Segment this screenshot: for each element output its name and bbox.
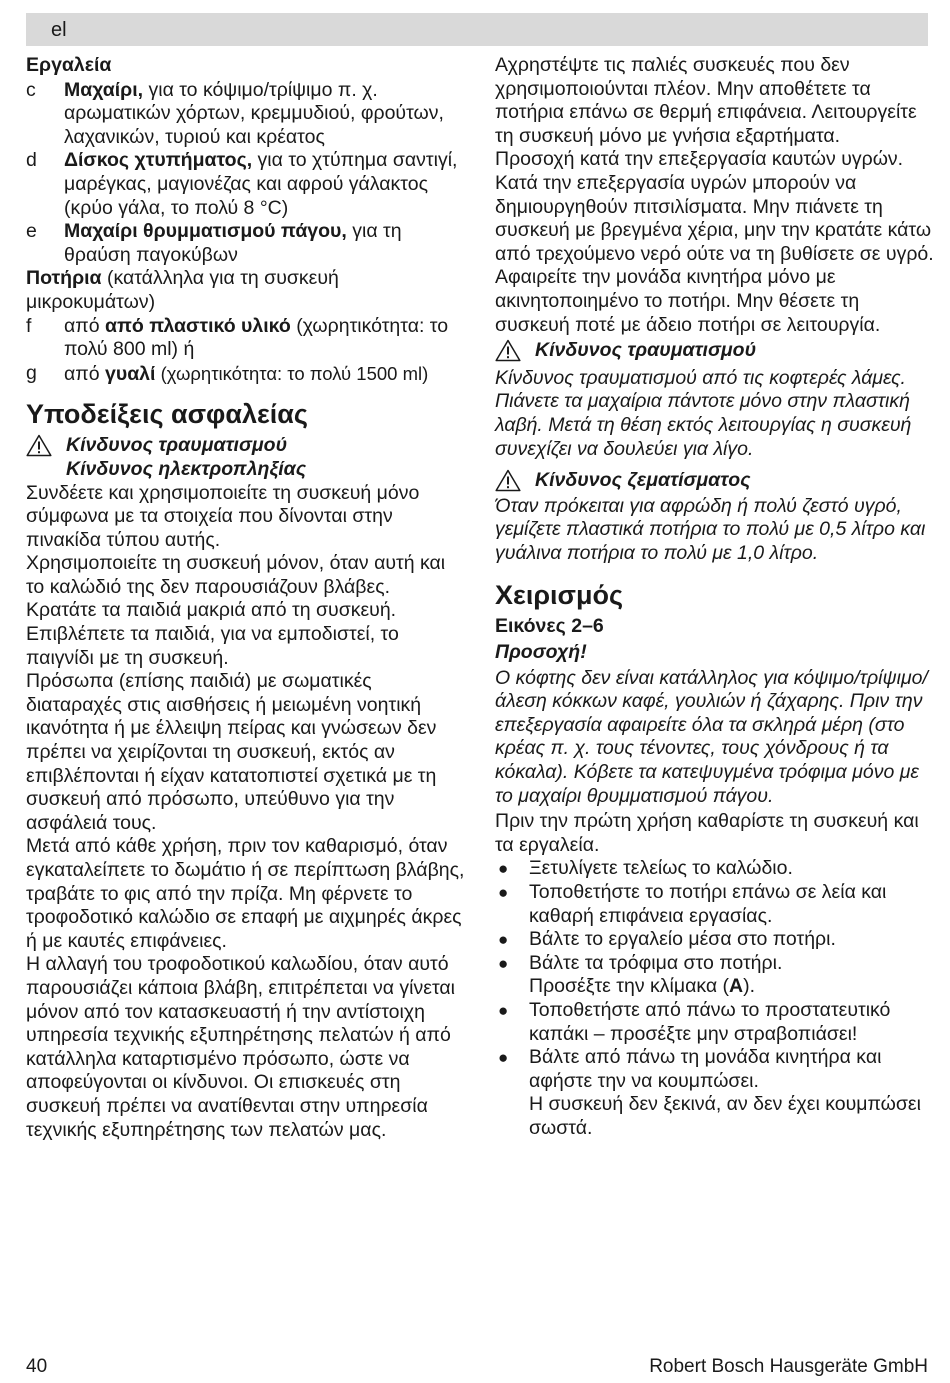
list-item-text: Τοποθετήστε το ποτήρι επάνω σε λεία και καθαρή επιφάνεια εργασίας.	[529, 881, 887, 927]
left-column	[26, 54, 466, 1142]
safety-paragraph: Κρατάτε τα παιδιά μακριά από τη συσκευή. Επιβλέπετε τα παιδιά, για να εμποδιστεί, το παιγνίδι με τη συσκευή.	[26, 599, 399, 669]
cup-material: γυαλί	[105, 362, 156, 385]
warning-triangle-icon	[495, 339, 521, 362]
safety-paragraph: Προσοχή κατά την επεξεργασία καυτών υγρών. Κατά την επεξεργασία υγρών μπορούν να δημιουργηθούν πιτσιλίσματα. Μην πιάνετε τη συσκευή με βρεγμένα χέρια, μην την κρατάτε κάτω από τρεχούμενο νερό ούτε να τη βυθίσετε σε υγρό. Αφαιρείτε την μονάδα κινητήρα μόνο με ακινητοποιημένο το ποτήρι. Μην θέσετε τη συσκευή ποτέ με άδειο ποτήρι σε λειτουργία.	[495, 148, 934, 336]
list-item	[495, 952, 935, 999]
safety-paragraph: Η αλλαγή του τροφοδοτικού καλωδίου, όταν αυτό παρουσιάζει κάποια βλάβη, επιτρέπεται να γίνεται μόνον από τον κατασκευαστή ή την αντίστοιχη υπηρεσία τεχνικής εξυπηρέτησης πελατών ή από κατάλληλα καταρτισμένο πρόσωπο, ώστε να αποφεύγονται οι κίνδυνοι. Οι επισκευές στη συσκευή πρέπει να ανατίθενται στην υπηρεσία τεχνικής εξυπηρέτησης των πελατών μας.	[26, 953, 455, 1141]
bullet-icon	[495, 928, 529, 952]
operation-intro: Πριν την πρώτη χρήση καθαρίστε τη συσκευή και τα εργαλεία.	[495, 810, 919, 856]
list-item-note: Η συσκευή δεν ξεκινά, αν δεν έχει κουμπώσει σωστά.	[529, 1093, 921, 1139]
tool-letter: c	[26, 78, 36, 101]
cup-capacity: (χωρητικότητα: το πολύ 1500 ml)	[155, 362, 429, 384]
safety-heading: Υποδείξεις ασφαλείας	[26, 399, 308, 430]
safety-paragraph: Χρησιμοποιείτε τη συσκευή μόνον, όταν αυτή και το καλώδιό της δεν παρουσιάζουν βλάβες.	[26, 552, 446, 598]
cups-note: (κατάλληλα για τη συσκευή μικροκυμάτων)	[26, 267, 339, 313]
tool-item-e	[26, 220, 466, 267]
tool-desc: για το χτύπημα σαντιγί, μαρέγκας, μαγιονέζας και αφρού γάλακτος (κρύο γάλα, το πολύ 8 °C)	[64, 149, 458, 219]
list-item	[495, 928, 935, 952]
language-code: el	[51, 19, 67, 41]
list-item	[495, 999, 935, 1046]
bullet-icon	[495, 952, 529, 999]
scale-marker: A	[729, 975, 744, 998]
cup-item-f	[26, 315, 466, 362]
list-item	[495, 857, 935, 881]
warning-injury-label: Κίνδυνος τραυματισμού	[66, 434, 288, 457]
page-number: 40	[26, 1356, 48, 1377]
cups-intro	[26, 267, 466, 314]
cups-heading: Ποτήρια	[26, 267, 102, 290]
injury-warning	[495, 339, 935, 363]
tool-item-d	[26, 149, 466, 220]
cup-item-g	[26, 362, 466, 387]
company-name: Robert Bosch Hausgeräte GmbH	[649, 1356, 928, 1377]
cup-capacity: (χωρητικότητα: το πολύ 800 ml) ή	[64, 314, 449, 361]
tool-letter: e	[26, 220, 37, 243]
safety-warning	[26, 434, 466, 481]
tool-item-c	[26, 79, 466, 150]
figures-reference: Εικόνες 2–6	[495, 615, 604, 638]
caution-label: Προσοχή!	[495, 641, 587, 664]
safety-paragraph: Πρόσωπα (επίσης παιδιά) με σωματικές διαταραχές στις αισθήσεις ή μειωμένη νοητική ικανότητα ή με έλλειψη πείρας και γνώσεων δεν πρέπει να χειρίζονται τη συσκευή, εκτός αν επιβλέπονται ή είχαν κατατοπιστεί σχετικά με τη συσκευή από πρόσωπο, υπεύθυνο για την ασφάλειά τους.	[26, 670, 437, 834]
list-item-text: Ξετυλίγετε τελείως το καλώδιο.	[529, 857, 793, 880]
list-item-text: Βάλτε το εργαλείο μέσα στο ποτήρι.	[529, 928, 836, 951]
list-item-text: Βάλτε τα τρόφιμα στο ποτήρι.	[529, 951, 783, 974]
injury-warning-text: Κίνδυνος τραυματισμού από τις κοφτερές λάμες. Πιάνετε τα μαχαίρια πάντοτε μόνο στην πλαστική λαβή. Μετά τη θέση εκτός λειτουργίας η συσκευή συνεχίζει να δουλεύει για λίγο.	[495, 366, 912, 460]
tool-name: Δίσκος χτυπήματος,	[64, 149, 253, 172]
bullet-icon	[495, 1046, 529, 1140]
tool-desc: για τη θραύση παγοκύβων	[64, 220, 402, 266]
safety-paragraph: Συνδέετε και χρησιμοποιείτε τη συσκευή μόνο σύμφωνα με τα στοιχεία που δίνονται στην πινακίδα τύπου αυτής.	[26, 481, 420, 551]
cup-material: από πλαστικό υλικό	[105, 314, 291, 337]
tool-letter: d	[26, 149, 37, 172]
list-item-text: Βάλτε από πάνω τη μονάδα κινητήρα και αφήστε την να κουμπώσει.	[529, 1046, 882, 1092]
operation-heading: Χειρισμός	[495, 580, 624, 611]
tool-desc: για το κόψιμο/τρίψιμο π. χ. αρωματικών χόρτων, κρεμμυδιού, φρούτων, λαχανικών, τυριού και κρέατος	[64, 78, 444, 148]
list-item	[495, 1046, 935, 1140]
right-column	[495, 54, 935, 1141]
safety-paragraph: Μετά από κάθε χρήση, πριν τον καθαρισμό, όταν εγκαταλείπετε το δωμάτιο ή σε περίπτωση βλάβης, τραβάτε το φις από την πρίζα. Μη φέρνετε το τροφοδοτικό καλώδιο σε επαφή με αιχμηρές άκρες ή με καυτές επιφάνειες.	[26, 835, 465, 952]
language-bar	[26, 13, 928, 46]
safety-paragraph: Αχρηστέψτε τις παλιές συσκευές που δεν χρησιμοποιούνται πλέον. Μην αποθέτετε τα ποτήρια επάνω σε θερμή επιφάνεια. Λειτουργείτε τη συσκευή μόνο με γνήσια εξαρτήματα.	[495, 54, 917, 147]
warning-injury-label: Κίνδυνος τραυματισμού	[535, 339, 757, 362]
cup-letter: f	[26, 314, 32, 337]
bullet-icon	[495, 881, 529, 928]
list-item	[495, 881, 935, 928]
warning-triangle-icon	[495, 469, 521, 492]
cup-pre: από	[64, 362, 105, 385]
tools-heading: Εργαλεία	[26, 54, 112, 76]
bullet-icon	[495, 999, 529, 1046]
list-item-note-end: ).	[743, 975, 756, 998]
scald-warning	[495, 469, 935, 493]
warning-shock-label: Κίνδυνος ηλεκτροπληξίας	[66, 457, 307, 480]
caution-text: Ο κόφτης δεν είναι κατάλληλος για κόψιμο/τρίψιμο/άλεση κόκκων καφέ, γουλιών ή ζάχαρης. Πριν την επεξεργασία αφαιρείτε όλα τα σκληρά μέρη (στο κρέας π. χ. τους τένοντες, τους χόνδρους ή τα κόκαλα). Κόβετε τα κατεψυγμένα τρόφιμα μόνο με το μαχαίρι θρυμματισμού πάγου.	[495, 666, 928, 807]
tool-name: Μαχαίρι,	[64, 78, 144, 101]
scald-warning-text: Όταν πρόκειται για αφρώδη ή πολύ ζεστό υγρό, γεμίζετε πλαστικά ποτήρια το πολύ με 0,5 λίτρο και γυάλινα ποτήρια το πολύ με 1,0 λίτρο.	[495, 494, 926, 564]
cup-pre: από	[64, 314, 105, 337]
tool-name: Μαχαίρι θρυμματισμού πάγου,	[64, 220, 347, 243]
page-footer	[26, 1355, 928, 1379]
warning-triangle-icon	[26, 434, 52, 457]
warning-scald-label: Κίνδυνος ζεματίσματος	[535, 469, 751, 492]
list-item-note: Προσέξτε την κλίμακα (	[529, 975, 730, 998]
bullet-icon	[495, 857, 529, 881]
list-item-text: Τοποθετήστε από πάνω το προστατευτικό καπάκι – προσέξτε μην στραβοπιάσει!	[529, 998, 891, 1045]
cup-letter: g	[26, 361, 37, 384]
